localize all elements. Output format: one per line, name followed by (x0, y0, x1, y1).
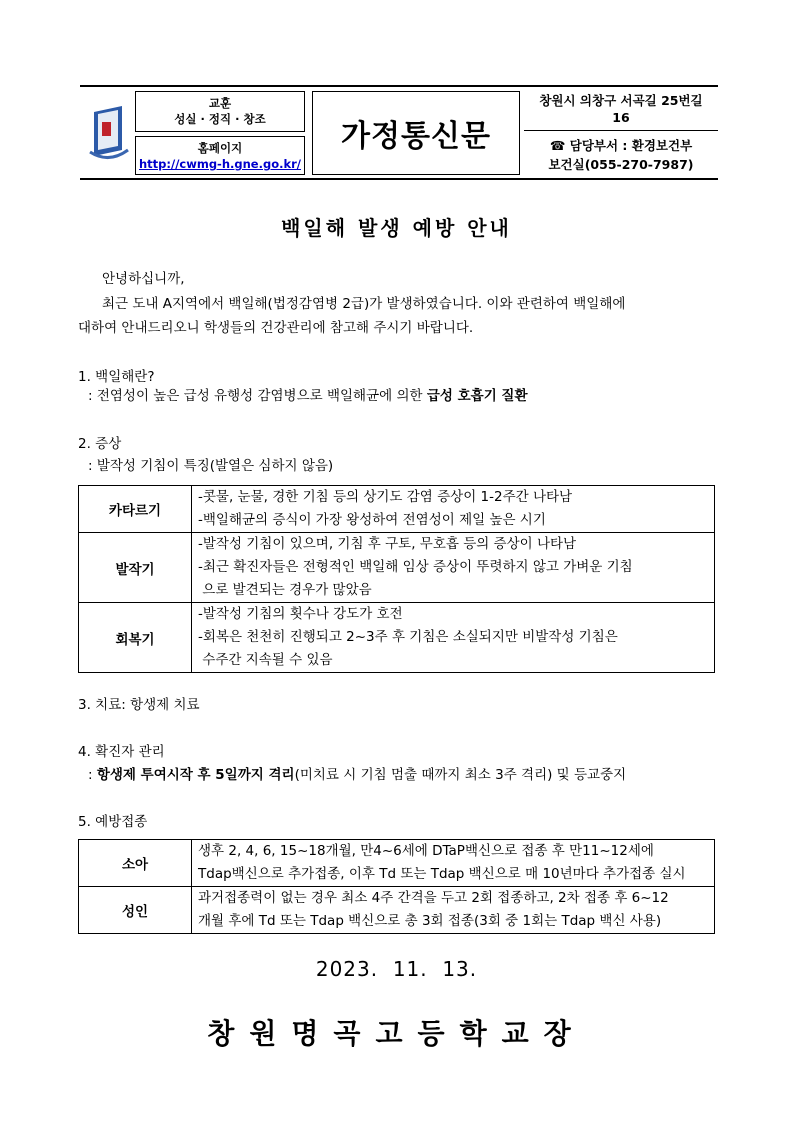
vaccine-table (78, 839, 715, 934)
stage-label: 카타르기 (79, 486, 192, 533)
table-row (79, 533, 715, 603)
document-date: 2023. 11. 13. (315, 957, 478, 981)
intro-line-2: 대하여 안내드리오니 학생들의 건강관리에 참고해 주시기 바랍니다. (78, 320, 474, 336)
homepage-link[interactable]: http://cwmg-h.gne.go.kr/ (138, 157, 301, 171)
section-4-bold: 항생제 투여시작 후 5일까지 격리 (96, 767, 295, 783)
desc-line: -콧물, 눈물, 경한 기침 등의 상기도 감염 증상이 1-2주간 나타남 (198, 489, 573, 505)
school-address (524, 92, 718, 126)
table-row (79, 840, 715, 887)
desc-line: 생후 2, 4, 6, 15~18개월, 만4~6세에 DTaP백신으로 접종 후 만11~12세에 (198, 843, 654, 859)
desc-line: -백일해균의 증식이 가장 왕성하여 전염성이 제일 높은 시기 (198, 512, 546, 528)
table-row (79, 603, 715, 673)
address-divider (524, 130, 718, 131)
dept-line-2: 보건실(055-270-7987) (548, 157, 694, 172)
desc-line: Tdap백신으로 추가접종, 이후 Td 또는 Tdap 백신으로 매 10년마다 추가접종 실시 (198, 866, 686, 882)
address-line-1: 창원시 의창구 서곡길 25번길 (539, 93, 703, 108)
desc-line: -발작성 기침의 횟수나 강도가 호전 (198, 606, 403, 622)
desc-line: 으로 발견되는 경우가 많았음 (198, 582, 372, 598)
section-1-desc: : 전염성이 높은 급성 유행성 감염병으로 백일해균에 의한 (88, 388, 427, 404)
section-3-heading: 3. 치료: 항생제 치료 (78, 697, 200, 713)
group-desc (192, 887, 715, 934)
section-4-text (88, 763, 626, 787)
school-logo-icon (88, 102, 130, 160)
table-row (79, 887, 715, 934)
section-2-text: : 발작성 기침이 특징(발열은 심하지 않음) (88, 458, 334, 474)
motto-text: 성실 · 정직 · 창조 (174, 112, 266, 126)
motto-title: 교훈 (208, 96, 232, 110)
stage-desc (192, 486, 715, 533)
section-1-bold: 급성 호흡기 질환 (426, 388, 528, 404)
section-4-heading: 4. 확진자 관리 (78, 744, 165, 760)
desc-line: 과거접종력이 없는 경우 최소 4주 간격을 두고 2회 접종하고, 2차 접종 후 6~12 (198, 890, 669, 906)
desc-line: -발작성 기침이 있으며, 기침 후 구토, 무호흡 등의 증상이 나타남 (198, 536, 577, 552)
group-label: 소아 (79, 840, 192, 887)
greeting: 안녕하십니까, (102, 271, 185, 287)
desc-line: 수주간 지속될 수 있음 (198, 652, 333, 668)
stage-desc (192, 603, 715, 673)
section-5-heading: 5. 예방접종 (78, 814, 148, 830)
stage-label: 회복기 (79, 603, 192, 673)
desc-line: -회복은 천천히 진행되고 2~3주 후 기침은 소실되지만 비발작성 기침은 (198, 629, 618, 645)
symptoms-table (78, 485, 715, 673)
section-4-prefix: : (88, 767, 97, 783)
table-row (79, 486, 715, 533)
desc-line: -최근 확진자들은 전형적인 백일해 임상 증상이 뚜렷하지 않고 가벼운 기침 (198, 559, 633, 575)
stage-desc (192, 533, 715, 603)
homepage-box (135, 136, 305, 175)
department-contact (524, 136, 718, 174)
newsletter-title: 가정통신문 (312, 91, 520, 175)
section-4-rest: (미치료 시 기침 멈출 때까지 최소 3주 격리) 및 등교중지 (294, 767, 627, 783)
intro-line-1: 최근 도내 A지역에서 백일해(법정감염병 2급)가 발생하였습니다. 이와 관련하여 백일해에 (102, 296, 626, 312)
desc-line: 개월 후에 Td 또는 Tdap 백신으로 총 3회 접종(3회 중 1회는 Tdap 백신 사용) (198, 913, 662, 929)
group-label: 성인 (79, 887, 192, 934)
address-line-2: 16 (612, 110, 630, 125)
motto-box (135, 91, 305, 132)
homepage-label: 홈페이지 (197, 141, 243, 155)
section-2-heading: 2. 증상 (78, 436, 122, 452)
section-1-heading: 1. 백일해란? (78, 369, 155, 385)
group-desc (192, 840, 715, 887)
header-bottom-rule (80, 178, 718, 180)
stage-label: 발작기 (79, 533, 192, 603)
header-top-rule (80, 85, 718, 87)
section-1-text (88, 384, 528, 408)
principal-signature: 창원명곡고등학교장 (207, 1017, 586, 1050)
document-title: 백일해 발생 예방 안내 (281, 216, 512, 240)
dept-line-1: ☎ 담당부서 : 환경보건부 (549, 138, 693, 153)
